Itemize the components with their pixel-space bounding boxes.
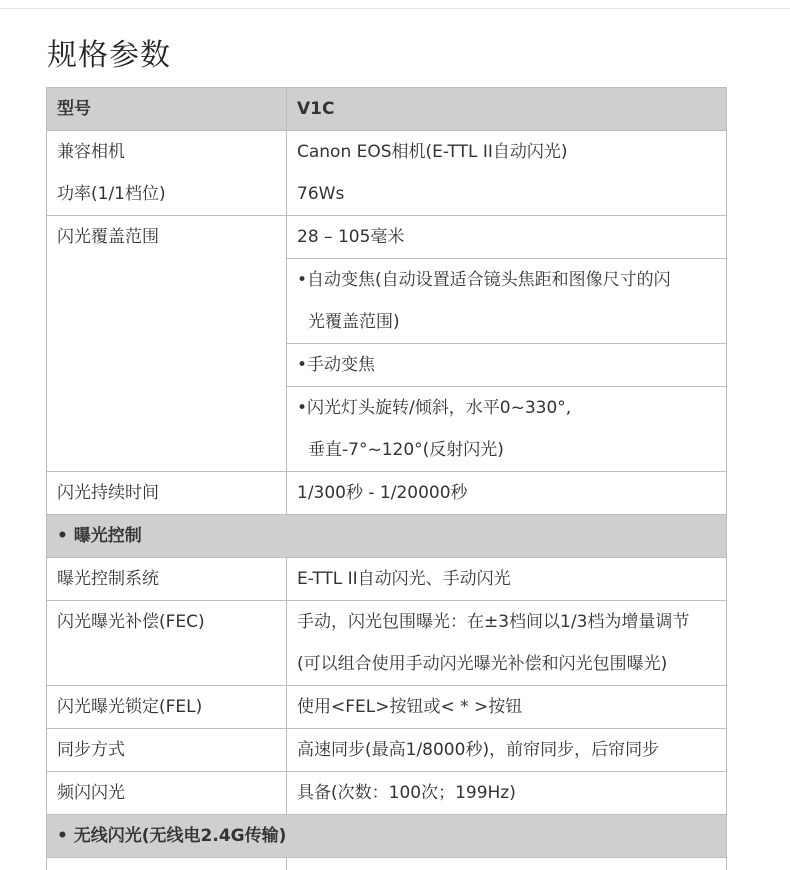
table-row xyxy=(47,472,727,515)
table-row xyxy=(47,601,727,686)
spec-label-sync xyxy=(47,729,287,772)
spec-label-coverage-text: 闪光覆盖范围 xyxy=(57,216,276,258)
spec-value-cell xyxy=(287,131,727,216)
spec-value-compatible-camera: Canon EOS相机(E-TTL II自动闪光) xyxy=(297,131,716,173)
spec-value-cell-partial xyxy=(287,858,727,870)
spec-label-compatible-camera: 兼容相机 xyxy=(57,131,276,173)
spec-value-power: 76Ws xyxy=(297,173,716,215)
table-row xyxy=(47,216,727,259)
spec-value-manual-zoom xyxy=(287,344,727,387)
spec-label-stroboscopic-text: 频闪闪光 xyxy=(57,772,276,814)
section-heading-exposure: • 曝光控制 xyxy=(47,515,727,558)
table-row xyxy=(47,772,727,815)
spec-label-fel-text: 闪光曝光锁定(FEL) xyxy=(57,686,276,728)
spec-value-auto-zoom-line2: 光覆盖范围) xyxy=(297,301,716,343)
spec-value-sync xyxy=(287,729,727,772)
spec-value-exposure-system xyxy=(287,558,727,601)
spec-label-power: 功率(1/1档位) xyxy=(57,173,276,215)
spec-label-cell-partial xyxy=(47,858,287,870)
spec-label-exposure-system xyxy=(47,558,287,601)
spec-label-stroboscopic xyxy=(47,772,287,815)
spec-value-sync-text: 高速同步(最高1/8000秒)，前帘同步，后帘同步 xyxy=(297,729,716,771)
spec-label-fec xyxy=(47,601,287,686)
spec-value-fec-line2: (可以组合使用手动闪光曝光补偿和闪光包围曝光) xyxy=(297,643,716,685)
header-model-value: V1C xyxy=(287,88,727,131)
section-row-wireless xyxy=(47,815,727,858)
spec-value-head-rotation-line1: •闪光灯头旋转/倾斜，水平0~330°, xyxy=(297,387,716,429)
table-header-row xyxy=(47,88,727,131)
section-heading-wireless: • 无线闪光(无线电2.4G传输) xyxy=(47,815,727,858)
spec-value-coverage-range-text: 28 – 105毫米 xyxy=(297,216,716,258)
spec-label-duration xyxy=(47,472,287,515)
spec-value-fel-text: 使用<FEL>按钮或< * >按钮 xyxy=(297,686,716,728)
spec-value-duration-text: 1/300秒 - 1/20000秒 xyxy=(297,472,716,514)
page-title: 规格参数 xyxy=(47,36,171,76)
spec-value-fec xyxy=(287,601,727,686)
spec-value-auto-zoom-line1: •自动变焦(自动设置适合镜头焦距和图像尺寸的闪 xyxy=(297,259,716,301)
table-row xyxy=(47,558,727,601)
spec-label-cell xyxy=(47,131,287,216)
spec-value-manual-zoom-text: •手动变焦 xyxy=(297,344,716,386)
spec-value-stroboscopic xyxy=(287,772,727,815)
table-row xyxy=(47,686,727,729)
spec-value-head-rotation-line2: 垂直-7°~120°(反射闪光) xyxy=(297,429,716,471)
spec-value-head-rotation xyxy=(287,387,727,472)
spec-value-coverage-range xyxy=(287,216,727,259)
spec-label-coverage xyxy=(47,216,287,472)
spec-value-stroboscopic-text: 具备(次数：100次；199Hz) xyxy=(297,772,716,814)
spec-table xyxy=(46,87,727,870)
spec-value-fel xyxy=(287,686,727,729)
spec-label-sync-text: 同步方式 xyxy=(57,729,276,771)
table-row xyxy=(47,729,727,772)
spec-label-fel xyxy=(47,686,287,729)
spec-value-auto-zoom xyxy=(287,259,727,344)
header-model-label: 型号 xyxy=(47,88,287,131)
spec-value-fec-line1: 手动，闪光包围曝光：在±3档间以1/3档为增量调节 xyxy=(297,601,716,643)
table-row xyxy=(47,131,727,216)
table-row-partial xyxy=(47,858,727,870)
spec-value-duration xyxy=(287,472,727,515)
spec-label-duration-text: 闪光持续时间 xyxy=(57,472,276,514)
top-divider xyxy=(0,8,790,9)
spec-label-fec-text: 闪光曝光补偿(FEC) xyxy=(57,601,276,643)
spec-value-exposure-system-text: E-TTL II自动闪光、手动闪光 xyxy=(297,558,716,600)
spec-label-exposure-system-text: 曝光控制系统 xyxy=(57,558,276,600)
section-row-exposure xyxy=(47,515,727,558)
